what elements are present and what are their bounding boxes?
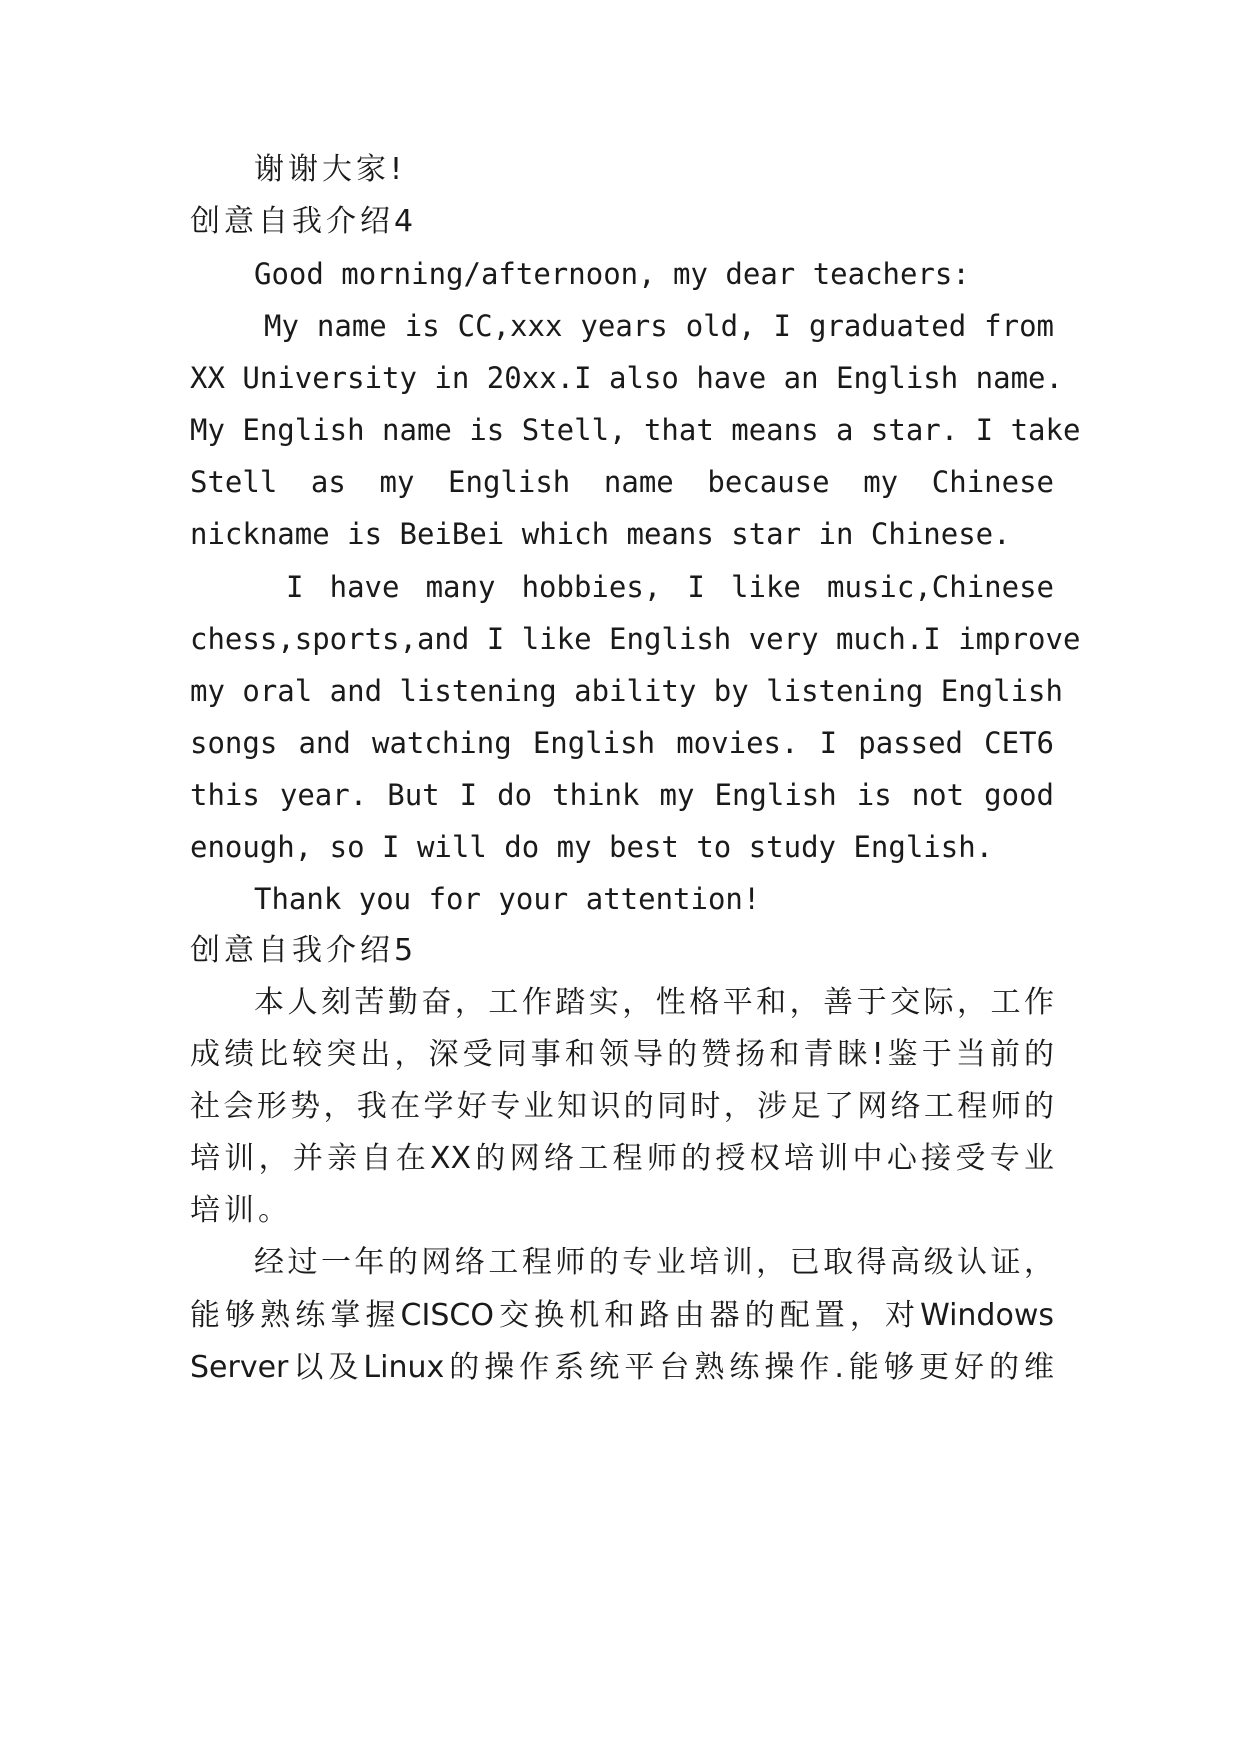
paragraph-line: Stell as my English name because my Chinese <box>190 465 1054 499</box>
paragraph-line: nickname is BeiBei which means star in Chinese. <box>190 517 1011 551</box>
greeting: Good morning/afternoon, my dear teachers: <box>254 257 970 291</box>
section-title-5: 创意自我介绍5 <box>190 933 418 968</box>
paragraph-line: 经过一年的网络工程师的专业培训，已取得高级认证， <box>254 1245 1054 1280</box>
paragraph-line: My name is CC,xxx years old, I graduated from <box>264 309 1054 343</box>
paragraph-line: XX University in 20xx.I also have an English name. <box>190 361 1063 395</box>
paragraph-line: chess,sports,and I like English very much.I improve <box>190 622 1081 656</box>
paragraph-line: 社会形势，我在学好专业知识的同时，涉足了网络工程师的 <box>190 1089 1054 1124</box>
paragraph-line: my oral and listening ability by listening English <box>190 674 1063 708</box>
section-title-4: 创意自我介绍4 <box>190 204 418 239</box>
paragraph-line: this year. But I do think my English is not good <box>190 778 1054 812</box>
paragraph-line: 培训。 <box>190 1193 292 1228</box>
paragraph-line: 能够熟练掌握CISCO交换机和路由器的配置，对Windows <box>190 1298 1054 1333</box>
paragraph-line: 成绩比较突出，深受同事和领导的赞扬和青睐!鉴于当前的 <box>190 1037 1054 1072</box>
paragraph-line: Server以及Linux的操作系统平台熟练操作.能够更好的维 <box>190 1350 1054 1385</box>
paragraph-line: enough, so I will do my best to study English. <box>190 830 994 864</box>
closing-thank-you: Thank you for your attention! <box>254 882 761 916</box>
paragraph-line: 本人刻苦勤奋，工作踏实，性格平和，善于交际，工作 <box>254 985 1054 1020</box>
closing-thanks: 谢谢大家! <box>254 152 407 187</box>
paragraph-line: 培训，并亲自在XX的网络工程师的授权培训中心接受专业 <box>190 1141 1054 1176</box>
paragraph-line: I have many hobbies, I like music,Chinese <box>286 570 1054 604</box>
paragraph-line: songs and watching English movies. I passed CET6 <box>190 726 1054 760</box>
paragraph-line: My English name is Stell, that means a star. I take <box>190 413 1081 447</box>
